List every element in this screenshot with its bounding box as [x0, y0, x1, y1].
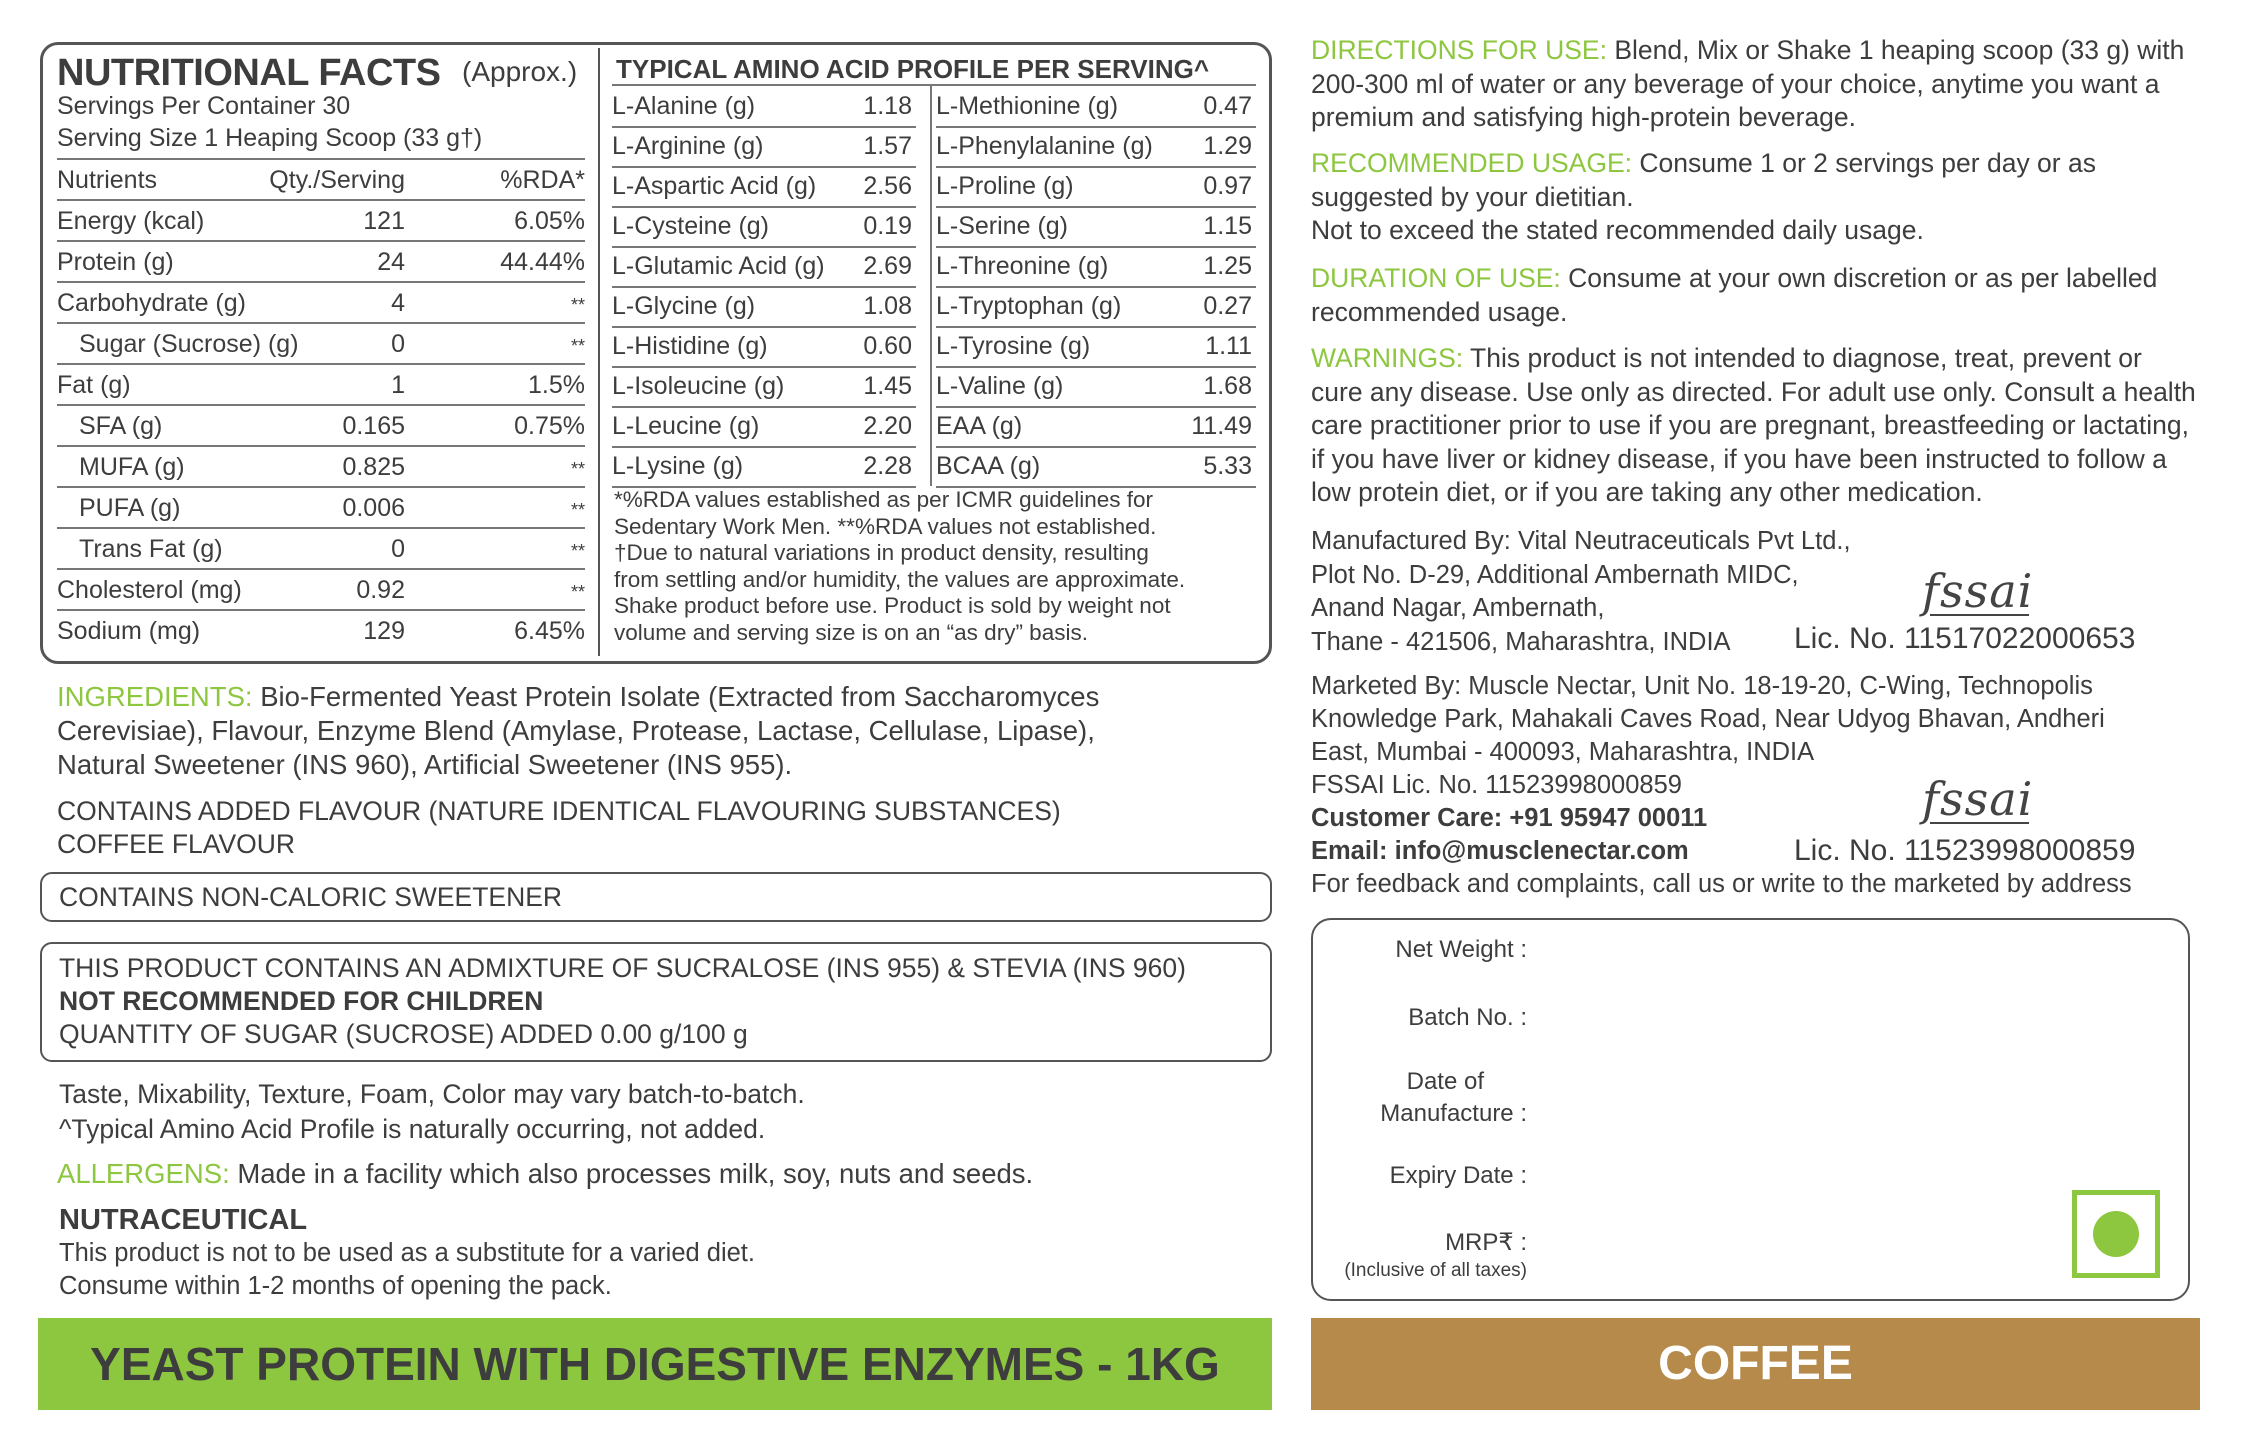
- amino-row: [936, 246, 1256, 288]
- amino-name: L-Arginine (g): [612, 132, 764, 160]
- not-recommended-children: NOT RECOMMENDED FOR CHILDREN: [59, 986, 544, 1016]
- nutrition-row: [57, 609, 585, 650]
- amino-name: L-Alanine (g): [612, 92, 756, 120]
- admixture-block: [59, 952, 1186, 1051]
- amino-name: L-Lysine (g): [612, 452, 744, 480]
- nutrient-rda: 44.44%: [500, 248, 585, 276]
- amino-row: [936, 446, 1256, 488]
- net-weight-label: Net Weight :: [1395, 936, 1527, 963]
- nutrition-row: [57, 486, 585, 529]
- manufacturer-block: [1311, 525, 1851, 659]
- amino-name: L-Proline (g): [936, 172, 1074, 200]
- footnote-line: *%RDA values established as per ICMR guidelines for: [614, 487, 1154, 512]
- nutrient-name: Trans Fat (g): [79, 535, 223, 563]
- nutraceutical-line: This product is not to be used as a substitute for a varied diet.: [59, 1239, 755, 1267]
- amino-row: [612, 446, 916, 488]
- amino-name: L-Valine (g): [936, 372, 1064, 400]
- amino-row: [612, 366, 916, 408]
- footnote-line: from settling and/or humidity, the values are approximate.: [614, 566, 1186, 592]
- amino-footnote: [614, 487, 1185, 646]
- amino-name: L-Histidine (g): [612, 332, 768, 360]
- amino-row: [612, 406, 916, 448]
- allergens-block: [57, 1158, 1033, 1190]
- duration-block: [1311, 262, 2157, 329]
- header-nutrients: Nutrients: [57, 166, 158, 194]
- expiry-label: Expiry Date :: [1389, 1162, 1527, 1189]
- amino-name: L-Phenylalanine (g): [936, 132, 1153, 160]
- nutrient-qty: 4: [391, 289, 405, 317]
- nutrition-row: [57, 404, 585, 447]
- ingredients-block: [57, 680, 1099, 782]
- nutrient-rda: **: [570, 459, 585, 479]
- manufacturer-line: Thane - 421506, Maharashtra, INDIA: [1311, 627, 1731, 656]
- nutrient-name: Sugar (Sucrose) (g): [79, 330, 299, 358]
- amino-name: L-Cysteine (g): [612, 212, 769, 240]
- amino-name: L-Leucine (g): [612, 412, 760, 440]
- amino-value: 2.56: [863, 172, 912, 200]
- amino-value: 1.29: [1203, 132, 1252, 160]
- amino-row: [612, 246, 916, 288]
- ingredients-line: Cerevisiae), Flavour, Enzyme Blend (Amylase, Protease, Lactase, Cellulase, Lipase),: [57, 715, 1095, 746]
- nutrition-title: NUTRITIONAL FACTS: [57, 52, 441, 94]
- nutrient-qty: 0: [391, 535, 405, 563]
- footnote-line: volume and serving size is on an “as dry” basis.: [614, 619, 1088, 645]
- nutrient-name: Cholesterol (mg): [57, 576, 242, 604]
- nutrition-row: [57, 322, 585, 365]
- nutrient-qty: 0: [391, 330, 405, 358]
- nutrient-rda: **: [570, 582, 585, 602]
- nutrient-qty: 0.165: [342, 412, 405, 440]
- nutrition-row: [57, 281, 585, 324]
- recommended-label: RECOMMENDED USAGE:: [1311, 148, 1632, 178]
- nutrient-rda: 0.75%: [514, 412, 585, 440]
- amino-value: 1.45: [863, 372, 912, 400]
- amino-column-divider: [930, 84, 932, 486]
- amino-value: 2.20: [863, 412, 912, 440]
- nutrition-row: [57, 445, 585, 488]
- nutrition-row: [57, 568, 585, 611]
- feedback-note: For feedback and complaints, call us or write to the marketed by address: [1311, 870, 2132, 898]
- amino-value: 0.19: [863, 212, 912, 240]
- amino-row: [612, 326, 916, 368]
- admixture-line: THIS PRODUCT CONTAINS AN ADMIXTURE OF SUCRALOSE (INS 955) & STEVIA (INS 960): [59, 953, 1186, 983]
- allergens-label: ALLERGENS:: [57, 1158, 230, 1189]
- footnote-line: Sedentary Work Men. **%RDA values not established.: [614, 513, 1157, 539]
- marketer-line: FSSAI Lic. No. 11523998000859: [1311, 771, 1682, 799]
- nutrition-row: [57, 240, 585, 283]
- manufacturer-license: Lic. No. 11517022000653: [1794, 622, 2136, 655]
- duration-line: recommended usage.: [1311, 296, 1568, 327]
- warnings-label: WARNINGS:: [1311, 343, 1464, 373]
- header-qty: Qty./Serving: [269, 166, 405, 194]
- nutraceutical-title: NUTRACEUTICAL: [59, 1204, 308, 1236]
- nutrient-name: Protein (g): [57, 248, 174, 276]
- amino-value: 11.49: [1191, 412, 1252, 440]
- amino-value: 1.15: [1203, 212, 1252, 240]
- nutrient-rda: **: [570, 541, 585, 561]
- duration-label: DURATION OF USE:: [1311, 263, 1561, 293]
- directions-block: [1311, 34, 2184, 135]
- amino-name: L-Isoleucine (g): [612, 372, 785, 400]
- directions-line: Blend, Mix or Shake 1 heaping scoop (33 g) with: [1614, 35, 2185, 65]
- marketer-license: Lic. No. 11523998000859: [1794, 834, 2136, 867]
- duration-line: Consume at your own discretion or as per labelled: [1568, 263, 2158, 293]
- amino-value: 5.33: [1203, 452, 1252, 480]
- amino-value: 1.68: [1203, 372, 1252, 400]
- nutrient-name: Energy (kcal): [57, 207, 205, 235]
- marketer-line: East, Mumbai - 400093, Maharashtra, INDIA: [1311, 738, 1815, 766]
- veg-dot-icon: [2093, 1211, 2139, 1257]
- nutrient-qty: 0.92: [356, 576, 405, 604]
- manufacturer-line: Plot No. D-29, Additional Ambernath MIDC,: [1311, 560, 1799, 589]
- amino-note: ^Typical Amino Acid Profile is naturally occurring, not added.: [59, 1114, 766, 1144]
- amino-value: 2.69: [863, 252, 912, 280]
- footnote-line: †Due to natural variations in product density, resulting: [614, 540, 1149, 565]
- marketer-line: Knowledge Park, Mahakali Caves Road, Near Udyog Bhavan, Andheri: [1311, 705, 2105, 733]
- flavour-line: CONTAINS ADDED FLAVOUR (NATURE IDENTICAL FLAVOURING SUBSTANCES): [57, 796, 1061, 826]
- amino-name: L-Serine (g): [936, 212, 1068, 240]
- amino-value: 0.47: [1203, 92, 1252, 120]
- nutrient-qty: 121: [363, 207, 405, 235]
- amino-row: [936, 286, 1256, 328]
- amino-name: L-Glutamic Acid (g): [612, 252, 825, 280]
- nutrition-row: [57, 199, 585, 242]
- fssai-logo: fssai: [1922, 772, 2034, 826]
- amino-name: L-Tyrosine (g): [936, 332, 1091, 360]
- amino-name: L-Threonine (g): [936, 252, 1109, 280]
- non-caloric-text: CONTAINS NON-CALORIC SWEETENER: [59, 882, 563, 912]
- marketer-line: Marketed By: Muscle Nectar, Unit No. 18-19-20, C-Wing, Technopolis: [1311, 672, 2093, 700]
- allergens-text: Made in a facility which also processes milk, soy, nuts and seeds.: [237, 1158, 1034, 1189]
- nutrient-qty: 1: [391, 371, 405, 399]
- nutrition-approx: (Approx.): [462, 56, 578, 87]
- recommended-line: Consume 1 or 2 servings per day or as: [1639, 148, 2096, 178]
- amino-value: 0.97: [1203, 172, 1252, 200]
- ingredients-line: Natural Sweetener (INS 960), Artificial Sweetener (INS 955).: [57, 749, 793, 780]
- amino-value: 1.25: [1203, 252, 1252, 280]
- ingredients-label: INGREDIENTS:: [57, 681, 253, 712]
- nutrient-rda: 6.05%: [514, 207, 585, 235]
- nutrient-qty: 0.006: [342, 494, 405, 522]
- nutraceutical-block: [59, 1204, 755, 1303]
- amino-name: L-Glycine (g): [612, 292, 756, 320]
- directions-line: premium and satisfying high-protein beverage.: [1311, 102, 1857, 132]
- panel-divider: [598, 48, 600, 656]
- nutrition-table-header: [57, 158, 585, 201]
- manufacture-date-label: [1311, 1066, 1527, 1130]
- amino-name: BCAA (g): [936, 452, 1041, 480]
- veg-symbol-icon: [2072, 1190, 2160, 1278]
- ingredients-line: Bio-Fermented Yeast Protein Isolate (Extracted from Saccharomyces: [260, 681, 1100, 712]
- batch-label: Batch No. :: [1408, 1004, 1527, 1031]
- nutrient-rda: **: [570, 336, 585, 356]
- manufacturer-line: Anand Nagar, Ambernath,: [1311, 594, 1605, 622]
- nutrient-name: PUFA (g): [79, 494, 181, 522]
- amino-name: EAA (g): [936, 412, 1023, 440]
- taste-note: Taste, Mixability, Texture, Foam, Color may vary batch-to-batch.: [59, 1079, 805, 1109]
- amino-value: 0.27: [1203, 292, 1252, 320]
- sugar-quantity: QUANTITY OF SUGAR (SUCROSE) ADDED 0.00 g/100 g: [59, 1019, 748, 1049]
- manufacturer-line: Manufactured By: Vital Neutraceuticals Pvt Ltd.,: [1311, 527, 1851, 555]
- product-banner-text: YEAST PROTEIN WITH DIGESTIVE ENZYMES - 1KG: [90, 1338, 1220, 1390]
- recommended-line: suggested by your dietitian.: [1311, 181, 1634, 212]
- amino-row: [936, 126, 1256, 168]
- amino-row: [936, 366, 1256, 408]
- recommended-block: [1311, 147, 2096, 248]
- mrp-note: (Inclusive of all taxes): [1344, 1260, 1527, 1281]
- nutrition-row: [57, 527, 585, 570]
- mrp-label: MRP₹ :: [1445, 1229, 1527, 1256]
- directions-label: DIRECTIONS FOR USE:: [1311, 35, 1607, 65]
- amino-row: [612, 166, 916, 208]
- amino-value: 2.28: [863, 452, 912, 480]
- warnings-line: if you have liver or kidney disease, if you have been instructed to follow a: [1311, 443, 2167, 474]
- amino-name: L-Tryptophan (g): [936, 292, 1122, 320]
- warnings-line: low protein diet, or if you are taking any other medication.: [1311, 477, 1983, 507]
- warnings-block: [1311, 342, 2196, 510]
- amino-name: L-Aspartic Acid (g): [612, 172, 817, 200]
- flavour-banner-text: COFFEE: [1658, 1337, 1853, 1390]
- amino-value: 0.60: [863, 332, 912, 360]
- nutrient-name: MUFA (g): [79, 453, 185, 481]
- header-rda: %RDA*: [500, 166, 585, 194]
- recommended-line: Not to exceed the stated recommended daily usage.: [1311, 215, 1924, 245]
- amino-row: [936, 86, 1256, 128]
- directions-line: 200-300 ml of water or any beverage of your choice, anytime you want a: [1311, 68, 2160, 99]
- fssai-logo: fssai: [1922, 564, 2034, 618]
- nutrient-rda: **: [570, 295, 585, 315]
- amino-row: [936, 166, 1256, 208]
- footnote-line: Shake product before use. Product is sold by weight not: [614, 593, 1171, 618]
- amino-row: [936, 206, 1256, 248]
- amino-row: [612, 126, 916, 168]
- email: Email: info@musclenectar.com: [1311, 837, 1689, 865]
- warnings-line: This product is not intended to diagnose, treat, prevent or: [1470, 343, 2142, 373]
- servings-per-container: Servings Per Container 30: [57, 92, 351, 120]
- nutrient-name: Fat (g): [57, 371, 131, 399]
- nutrient-rda: **: [570, 500, 585, 520]
- date-line: Manufacture :: [1380, 1100, 1527, 1127]
- amino-row: [612, 86, 916, 128]
- amino-title: TYPICAL AMINO ACID PROFILE PER SERVING^: [616, 54, 1210, 84]
- customer-care: Customer Care: +91 95947 00011: [1311, 804, 1708, 832]
- warnings-line: care practitioner prior to use if you are pregnant, breastfeeding or lactating,: [1311, 410, 2189, 440]
- nutrient-name: Sodium (mg): [57, 617, 201, 645]
- nutrient-qty: 129: [363, 617, 405, 645]
- nutraceutical-line: Consume within 1-2 months of opening the pack.: [59, 1272, 612, 1300]
- amino-name: L-Methionine (g): [936, 92, 1119, 120]
- amino-row: [936, 326, 1256, 368]
- amino-row: [612, 206, 916, 248]
- amino-row: [936, 406, 1256, 448]
- nutrient-name: Carbohydrate (g): [57, 289, 246, 317]
- warnings-line: cure any disease. Use only as directed. For adult use only. Consult a health: [1311, 376, 2196, 407]
- amino-value: 1.57: [863, 132, 912, 160]
- nutrient-name: SFA (g): [79, 412, 163, 440]
- amino-value: 1.18: [863, 92, 912, 120]
- nutrient-qty: 0.825: [342, 453, 405, 481]
- serving-size: Serving Size 1 Heaping Scoop (33 g†): [57, 124, 483, 152]
- nutrition-row: [57, 363, 585, 406]
- amino-value: 1.08: [863, 292, 912, 320]
- notes-block: [59, 1077, 805, 1147]
- flavour-block: [57, 795, 1061, 861]
- nutrient-qty: 24: [377, 248, 405, 276]
- nutrient-rda: 6.45%: [514, 617, 585, 645]
- amino-value: 1.11: [1205, 332, 1252, 360]
- flavour-line: COFFEE FLAVOUR: [57, 829, 296, 859]
- amino-row: [612, 286, 916, 328]
- date-line: Date of: [1406, 1068, 1484, 1095]
- nutrient-rda: 1.5%: [528, 371, 585, 399]
